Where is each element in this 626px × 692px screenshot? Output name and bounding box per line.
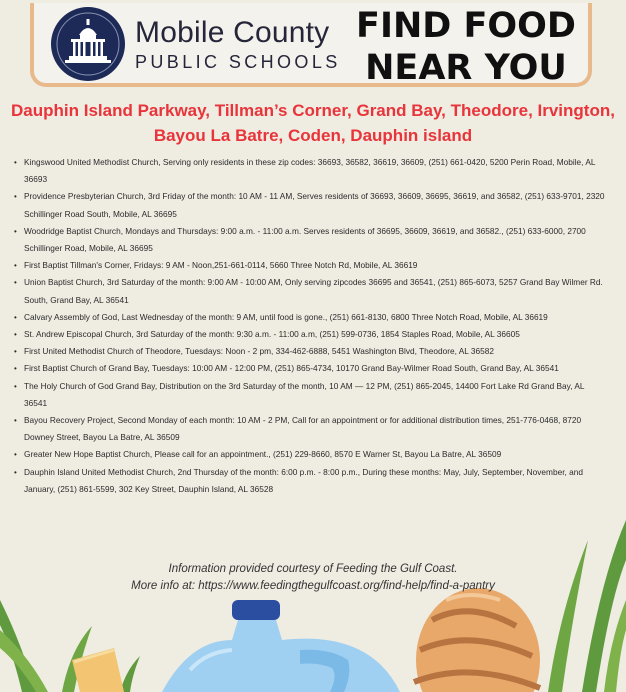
- list-item: • Bayou Recovery Project, Second Monday of each month: 10 AM - 2 PM, Call for an appointment or for additional distribution times, 251-776-0468, 8720 Downey Street, Bayou La Batre, AL 36509: [14, 412, 606, 446]
- headline-line2: NEAR YOU: [365, 48, 567, 88]
- courtesy-text: Information provided courtesy of Feeding the Gulf Coast.: [168, 563, 458, 575]
- water-jug-decoration: [162, 600, 400, 692]
- list-item: • Greater New Hope Baptist Church, Please call for an appointment., (251) 229-8660, 8570 E Warner St, Bayou La Batre, AL 36509: [14, 446, 606, 463]
- list-item: • St. Andrew Episcopal Church, 3rd Saturday of the month: 9:30 a.m. - 11:00 a.m, (251) 599-0736, 1854 Staples Road, Mobile, AL 36605: [14, 326, 606, 343]
- grass-right-decoration: [548, 520, 626, 692]
- org-name-line2: PUBLIC SCHOOLS: [135, 52, 341, 72]
- list-item: • Woodridge Baptist Church, Mondays and Thursdays: 9:00 a.m. - 11:00 a.m. Serves residents of 36695, 36609, 36619, and 36582., (251) 633-6000, 2700 Schillinger Road, Mobile, AL 36695: [14, 223, 606, 257]
- list-item: • First Baptist Church of Grand Bay, Tuesdays: 10:00 AM - 12:00 PM, (251) 865-4734, 10170 Grand Bay-Wilmer Road South, Grand Bay, AL 36541: [14, 360, 606, 377]
- list-item: • Providence Presbyterian Church, 3rd Friday of the month: 10 AM - 11 AM, Serves residents of 36693, 36609, 36695, 36619, and 36582, (251) 633-9701, 2320 Schillinger Road South, Mobile, AL 36695: [14, 188, 606, 222]
- list-item: • Calvary Assembly of God, Last Wednesday of the month: 9 AM, until food is gone., (251) 661-8130, 6800 Three Notch Road, Mobile, AL 36619: [14, 309, 606, 326]
- headline-line1: FIND FOOD: [356, 6, 576, 46]
- org-name-line1: Mobile County: [135, 16, 330, 49]
- bread-loaf-decoration: [414, 588, 540, 692]
- service-areas-title: Dauphin Island Parkway, Tillman’s Corner, Grand Bay, Theodore, Irvington, Bayou La Batre, Coden, Dauphin island: [11, 101, 615, 145]
- list-item: • Union Baptist Church, 3rd Saturday of the month: 9:00 AM - 10:00 AM, Only serving zipcodes 36695 and 36541, (251) 865-6073, 5257 Grand Bay Wilmer Rd. South, Grand Bay, AL 36541: [14, 274, 606, 308]
- list-item: • Kingswood United Methodist Church, Serving only residents in these zip codes: 36693, 36582, 36619, 36609, (251) 661-0420, 5200 Perin Road, Mobile, AL 36693: [14, 154, 606, 188]
- list-item: • The Holy Church of God Grand Bay, Distribution on the 3rd Saturday of the month, 10 AM — 12 PM, (251) 865-2045, 14400 Fort Lake Rd Grand Bay, AL 36541: [14, 378, 606, 412]
- list-item: • Dauphin Island United Methodist Church, 2nd Thursday of the month: 6:00 p.m. - 8:00 p.m., During these months: May, July, September, November, and January, (251) 861-5599, 302 Key Street, Dauphin Island, AL 36528: [14, 464, 606, 498]
- footer-credit: [0, 561, 626, 595]
- list-item: • First United Methodist Church of Theodore, Tuesdays: Noon - 2 pm, 334-462-6888, 5451 Washington Blvd, Theodore, AL 36582: [14, 343, 606, 360]
- list-item: • First Baptist Tillman's Corner, Fridays: 9 AM - Noon,251-661-0114, 5660 Three Notch Rd, Mobile, AL 36619: [14, 257, 606, 274]
- more-info-link-text: More info at: https://www.feedingthegulfcoast.org/find-help/find-a-pantry: [131, 580, 495, 592]
